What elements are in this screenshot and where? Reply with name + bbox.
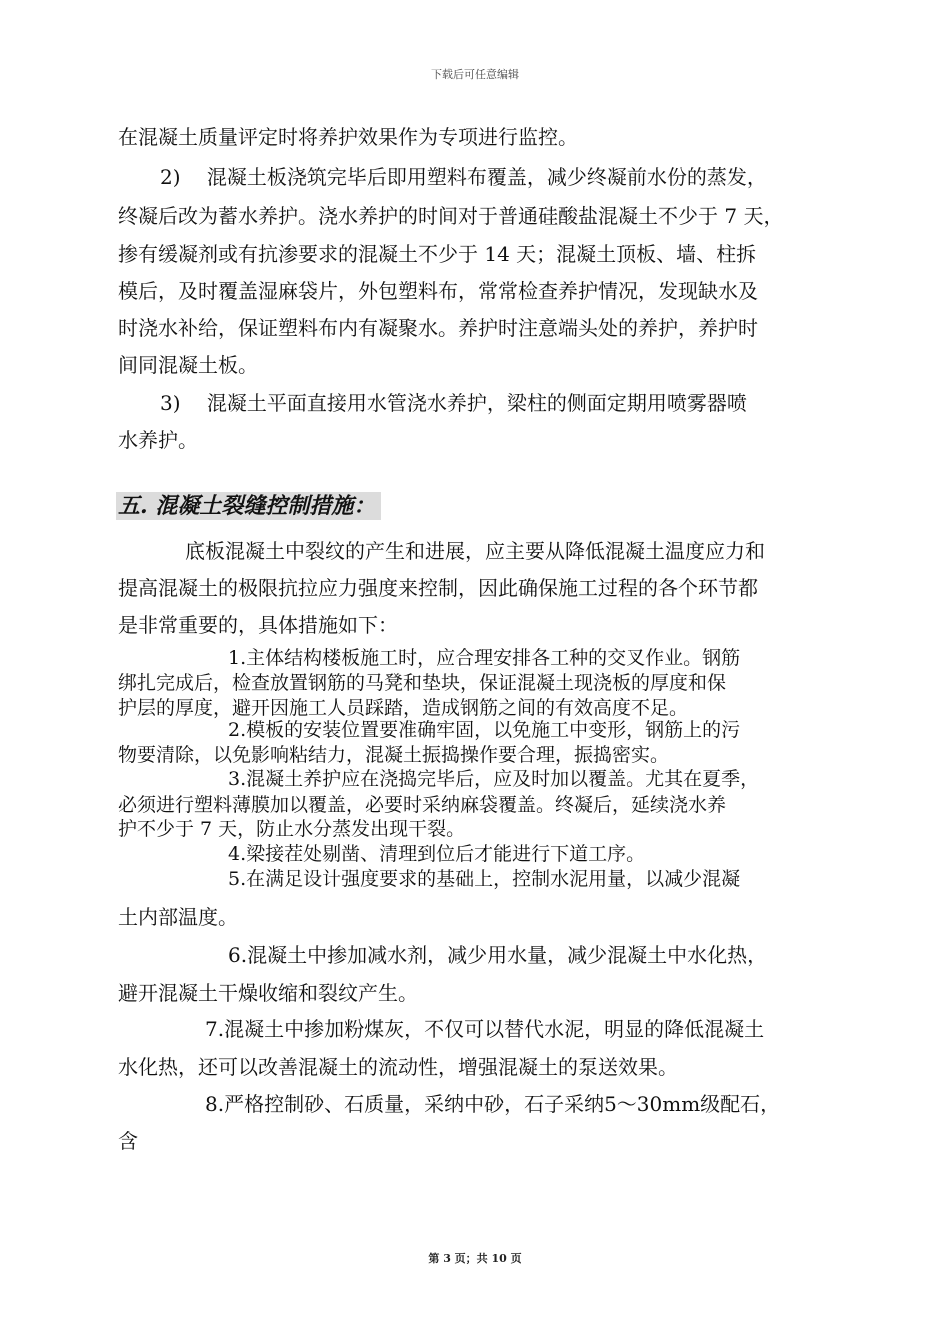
measure-line: 8.严格控制砂、石质量，采纳中砂，石子采纳5～30mm级配石， <box>205 1092 781 1116</box>
measure-line: 6.混凝土中掺加减水剂，减少用水量，减少混凝土中水化热， <box>228 943 768 967</box>
paragraph-line: 时浇水补给，保证塑料布内有凝聚水。养护时注意端头处的养护，养护时 <box>118 316 758 340</box>
measure-line: 护不少于 7 天，防止水分蒸发出现干裂。 <box>118 818 466 840</box>
measure-line: 绑扎完成后，检查放置钢筋的马凳和垫块，保证混凝土现浇板的厚度和保 <box>118 672 727 694</box>
page-header: 下载后可任意编辑 <box>431 68 519 81</box>
measure-line: 3.混凝土养护应在浇捣完毕后，应及时加以覆盖。尤其在夏季， <box>228 768 760 790</box>
paragraph-line: 底板混凝土中裂纹的产生和进展，应主要从降低混凝土温度应力和 <box>185 539 765 563</box>
measure-line: 土内部温度。 <box>118 905 238 929</box>
paragraph-line: 掺有缓凝剂或有抗渗要求的混凝土不少于 14 天；混凝土顶板、墙、柱拆 <box>118 242 757 266</box>
measure-line: 5.在满足设计强度要求的基础上，控制水泥用量，以减少混凝 <box>228 868 741 890</box>
measure-line: 2.模板的安装位置要准确牢固，以免施工中变形，钢筋上的污 <box>228 719 741 741</box>
measure-line: 物要清除，以免影响粘结力，混凝土振捣操作要合理，振捣密实。 <box>118 744 670 766</box>
paragraph-line: 3) 混凝土平面直接用水管浇水养护，梁柱的侧面定期用喷雾器喷 <box>160 391 747 415</box>
paragraph-line: 间同混凝土板。 <box>118 353 258 377</box>
measure-line: 4.梁接茬处剔凿、清理到位后才能进行下道工序。 <box>228 843 646 865</box>
measure-line: 含 <box>118 1129 138 1153</box>
measure-line: 水化热，还可以改善混凝土的流动性，增强混凝土的泵送效果。 <box>118 1055 678 1079</box>
measure-line: 避开混凝土干燥收缩和裂纹产生。 <box>118 981 418 1005</box>
measure-line: 1.主体结构楼板施工时，应合理安排各工种的交叉作业。钢筋 <box>228 647 741 669</box>
paragraph-line: 终凝后改为蓄水养护。浇水养护的时间对于普通硅酸盐混凝土不少于 7 天， <box>118 204 784 228</box>
measure-line: 7.混凝土中掺加粉煤灰，不仅可以替代水泥，明显的降低混凝土 <box>205 1017 765 1041</box>
paragraph-line: 是非常重要的，具体措施如下： <box>118 613 398 637</box>
paragraph-line: 在混凝土质量评定时将养护效果作为专项进行监控。 <box>118 125 578 149</box>
measure-line: 护层的厚度，避开因施工人员踩踏，造成钢筋之间的有效高度不足。 <box>118 697 689 719</box>
page-footer: 第 3 页；共 10 页 <box>428 1252 522 1265</box>
section-heading: 五. 混凝土裂缝控制措施： <box>116 492 381 520</box>
paragraph-line: 模后，及时覆盖湿麻袋片，外包塑料布，常常检查养护情况，发现缺水及 <box>118 279 758 303</box>
paragraph-line: 2) 混凝土板浇筑完毕后即用塑料布覆盖，减少终凝前水份的蒸发， <box>160 165 767 189</box>
paragraph-line: 提高混凝土的极限抗拉应力强度来控制，因此确保施工过程的各个环节都 <box>118 576 758 600</box>
paragraph-line: 水养护。 <box>118 428 198 452</box>
measure-line: 必须进行塑料薄膜加以覆盖，必要时采纳麻袋覆盖。终凝后，延续浇水养 <box>118 794 727 816</box>
